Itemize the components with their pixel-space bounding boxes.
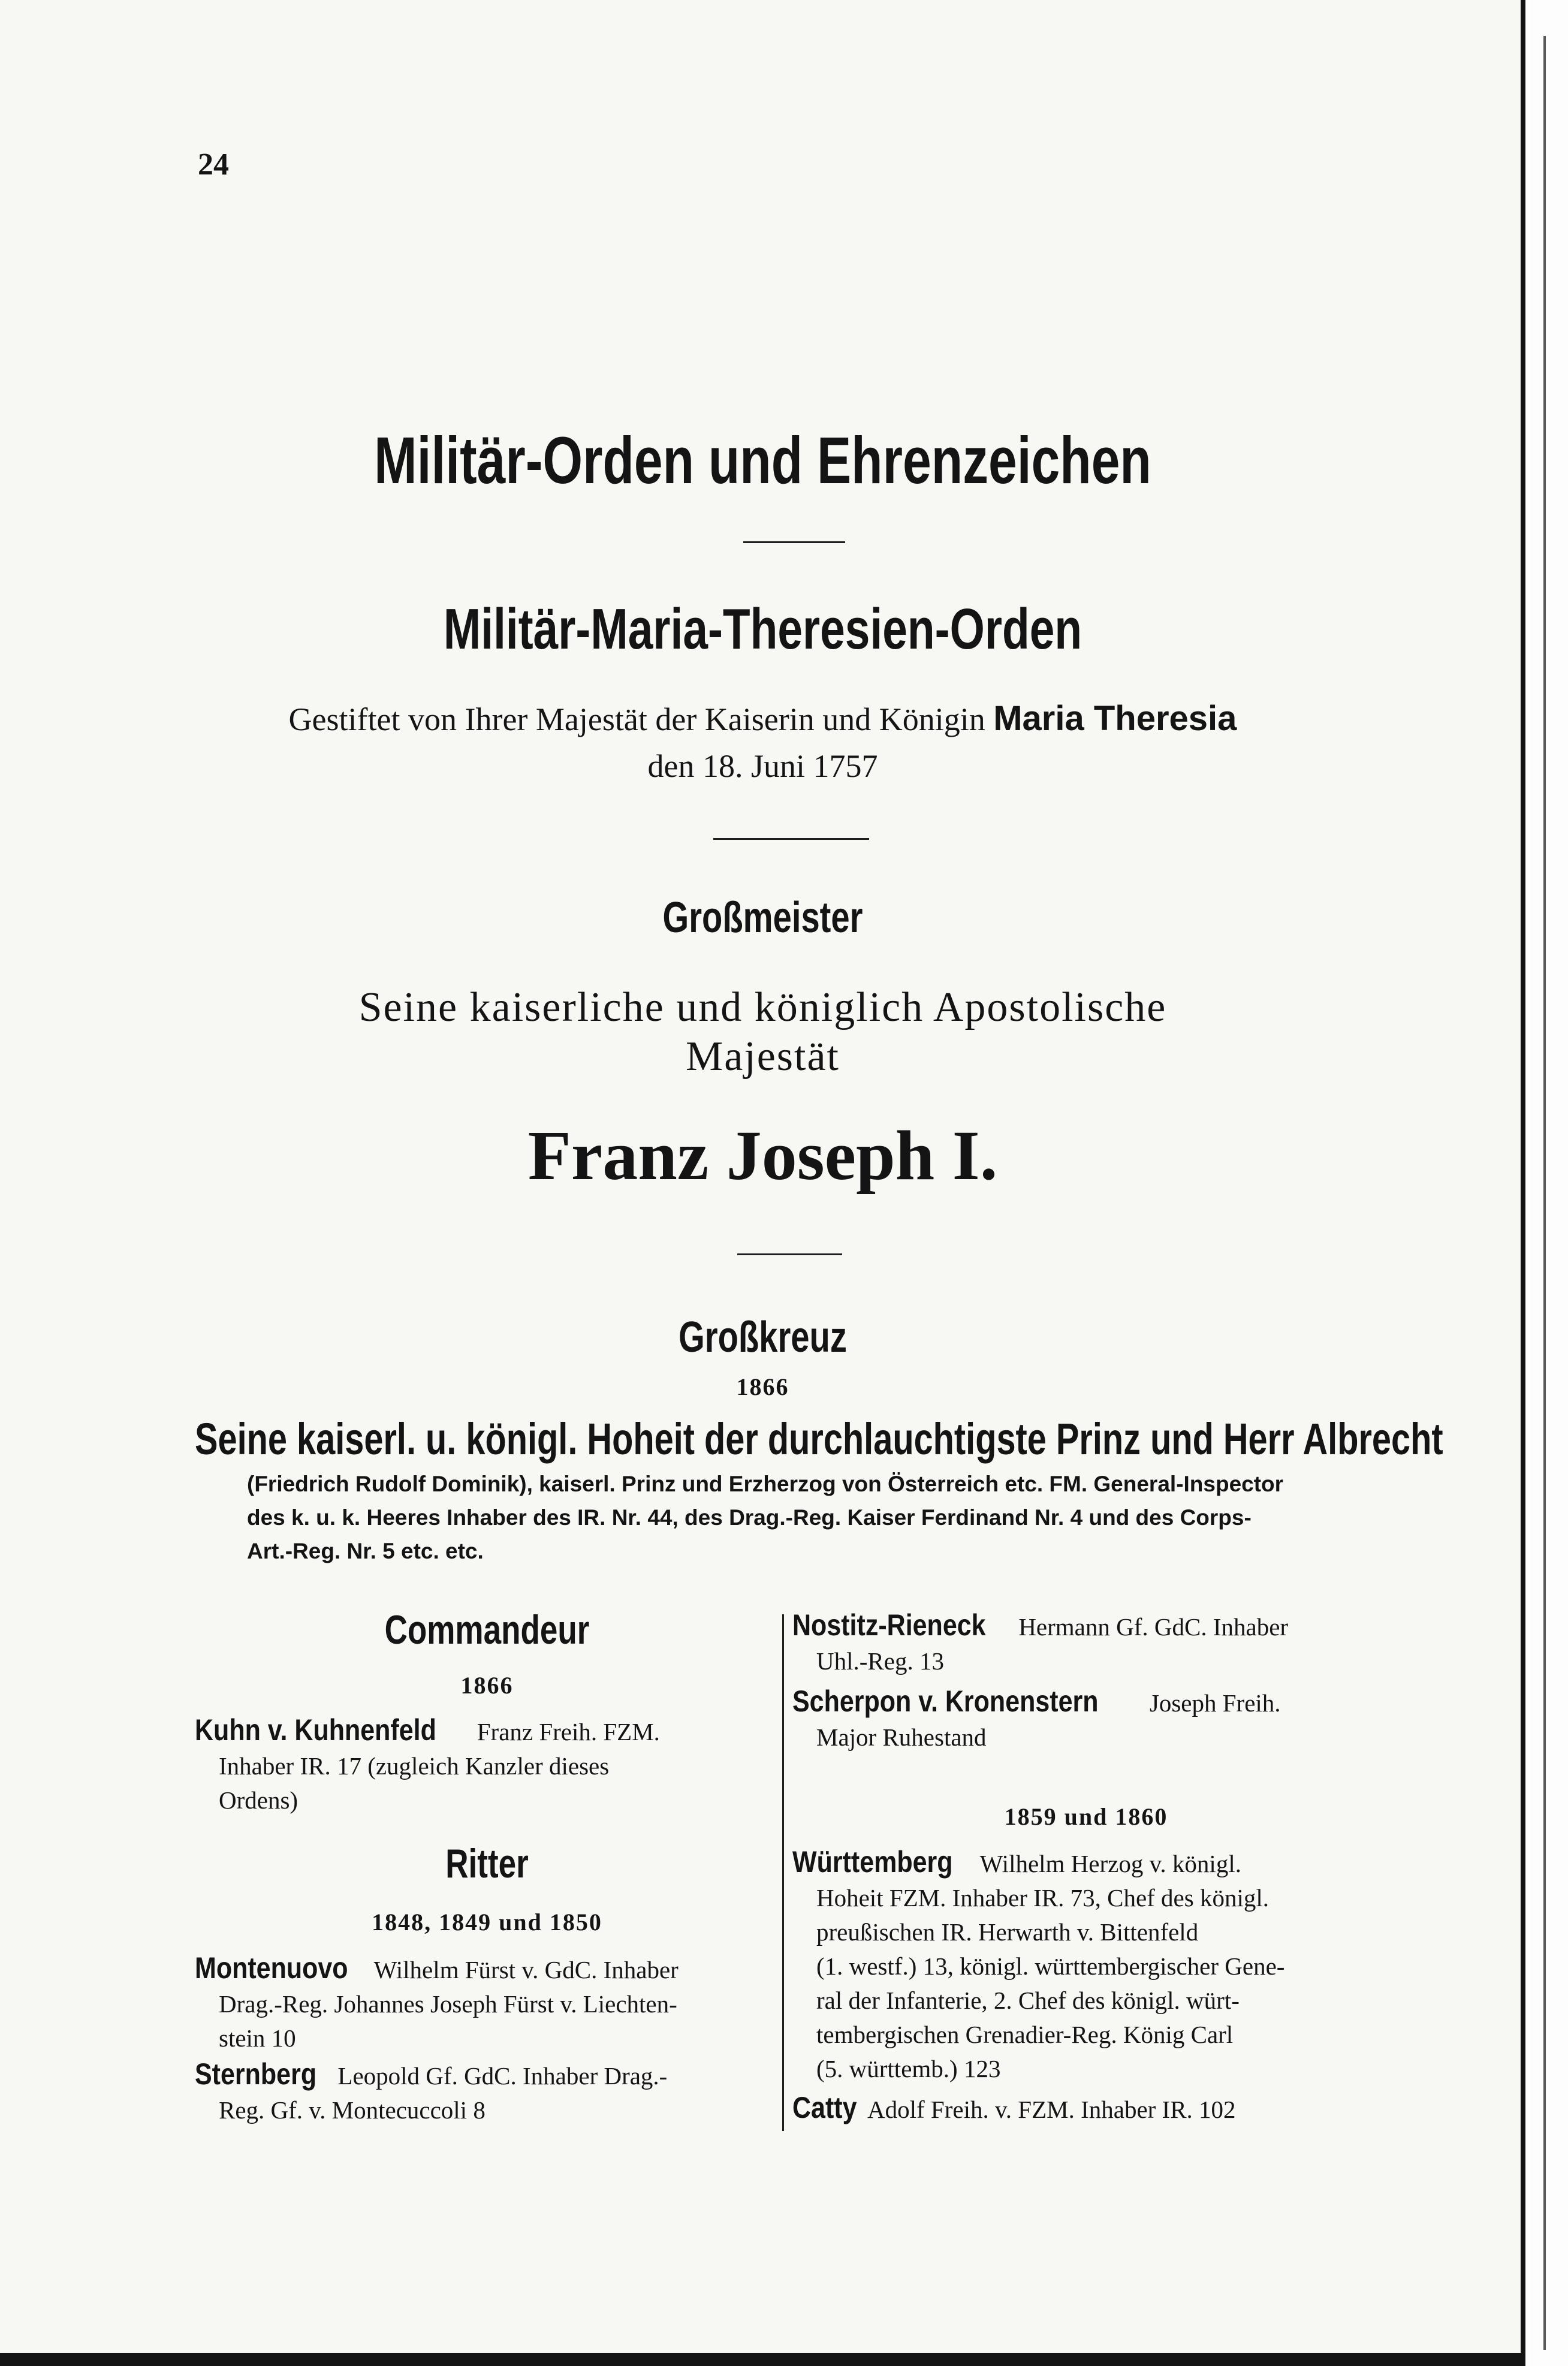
column-divider: [782, 1614, 784, 2131]
description-line: Art.-Reg. Nr. 5 etc. etc.: [247, 1539, 484, 1563]
divider-rule: [713, 838, 869, 840]
divider-rule: [743, 541, 845, 543]
founder-name: Maria Theresia: [993, 699, 1237, 738]
list-item: [195, 1951, 779, 2055]
founding-date: den 18. Juni 1757: [647, 748, 878, 784]
entry-text: Wilhelm Herzog v. königl.: [974, 1850, 1241, 1877]
entry-text: Joseph Freih.: [1143, 1689, 1281, 1717]
entry-line: stein 10: [219, 2024, 296, 2052]
entry-line: Drag.-Reg. Johannes Joseph Fürst v. Liechten-: [219, 1990, 677, 2018]
commandeur-title: Commandeur: [384, 1607, 590, 1653]
entry-surname: Montenuovo: [195, 1951, 348, 1985]
list-item: [195, 1713, 779, 1818]
description-line: (Friedrich Rudolf Dominik), kaiserl. Prinz und Erzherzog von Österreich etc. FM. General-Inspector: [247, 1472, 1284, 1496]
entry-line: tembergischen Grenadier-Reg. König Carl: [816, 2021, 1234, 2048]
entry-line: Reg. Gf. v. Montecuccoli 8: [219, 2096, 486, 2124]
entry-line: (1. westf.) 13, königl. württembergischer Gene-: [816, 1952, 1285, 1980]
adjacent-page-edge: [1530, 0, 1568, 2366]
list-item: [792, 1845, 1380, 2086]
page-number: 24: [198, 147, 229, 182]
commandeur-year: 1866: [460, 1672, 514, 1699]
emperor-name: Franz Joseph I.: [527, 1116, 998, 1195]
entry-line: ral der Infanterie, 2. Chef des königl. würt-: [816, 1987, 1240, 2014]
founding-text: [0, 695, 1525, 789]
right-column-years: 1859 und 1860: [1004, 1803, 1168, 1830]
entry-line: Uhl.-Reg. 13: [816, 1647, 944, 1675]
main-heading: Militär-Orden und Ehrenzeichen: [374, 424, 1151, 498]
address-line-1: Seine kaiserliche und königlich Apostolische: [358, 984, 1167, 1030]
founding-phrase: Gestiftet von Ihrer Majestät der Kaiserin und Königin: [288, 701, 985, 737]
entry-surname: Scherpon v. Kronenstern: [792, 1684, 1099, 1718]
list-item: [195, 2057, 779, 2127]
entry-line: preußischen IR. Herwarth v. Bittenfeld: [816, 1918, 1199, 1946]
list-item: [792, 1608, 1380, 1678]
list-item: [792, 2091, 1380, 2127]
entry-text: Hermann Gf. GdC. Inhaber: [1012, 1613, 1289, 1641]
address-line-2: Majestät: [685, 1033, 840, 1080]
entry-text: Leopold Gf. GdC. Inhaber Drag.-: [331, 2062, 668, 2090]
entry-line: Major Ruhestand: [816, 1723, 987, 1751]
divider-rule: [737, 1253, 842, 1255]
entry-line: Inhaber IR. 17 (zugleich Kanzler dieses: [219, 1752, 610, 1780]
list-item: [792, 1684, 1380, 1755]
grand-cross-description: [247, 1467, 1374, 1568]
grand-cross-recipient: Seine kaiserl. u. königl. Hoheit der durchlauchtigste Prinz und Herr Albrecht: [195, 1414, 1443, 1464]
description-line: des k. u. k. Heeres Inhaber des IR. Nr. 44, des Drag.-Reg. Kaiser Ferdinand Nr. 4 und des Corps-: [247, 1505, 1252, 1530]
entry-text: Adolf Freih. v. FZM. Inhaber IR. 102: [863, 2096, 1236, 2123]
entry-line: (5. württemb.) 123: [816, 2055, 1001, 2082]
entry-surname: Württemberg: [792, 1845, 953, 1879]
ritter-title: Ritter: [445, 1841, 529, 1886]
entry-surname: Nostitz-Rieneck: [792, 1608, 986, 1642]
entry-line: Ordens): [219, 1786, 298, 1814]
entry-surname: Catty: [792, 2091, 857, 2124]
entry-surname: Sternberg: [195, 2057, 317, 2091]
entry-text: Franz Freih. FZM.: [471, 1718, 660, 1746]
entry-text: Wilhelm Fürst v. GdC. Inhaber: [368, 1956, 679, 1984]
entry-line: Hoheit FZM. Inhaber IR. 73, Chef des königl.: [816, 1884, 1269, 1912]
entry-surname: Kuhn v. Kuhnenfeld: [195, 1713, 436, 1747]
order-title: Militär-Maria-Theresien-Orden: [443, 597, 1082, 661]
grand-cross-year: 1866: [736, 1373, 789, 1400]
adjacent-page-rule: [1543, 36, 1546, 2350]
grand-master-address: [0, 983, 1525, 1081]
page-bottom-edge: [0, 2353, 1525, 2366]
grand-cross-title: Großkreuz: [679, 1313, 847, 1361]
grand-master-title: Großmeister: [662, 894, 863, 942]
ritter-years: 1848, 1849 und 1850: [372, 1909, 602, 1936]
